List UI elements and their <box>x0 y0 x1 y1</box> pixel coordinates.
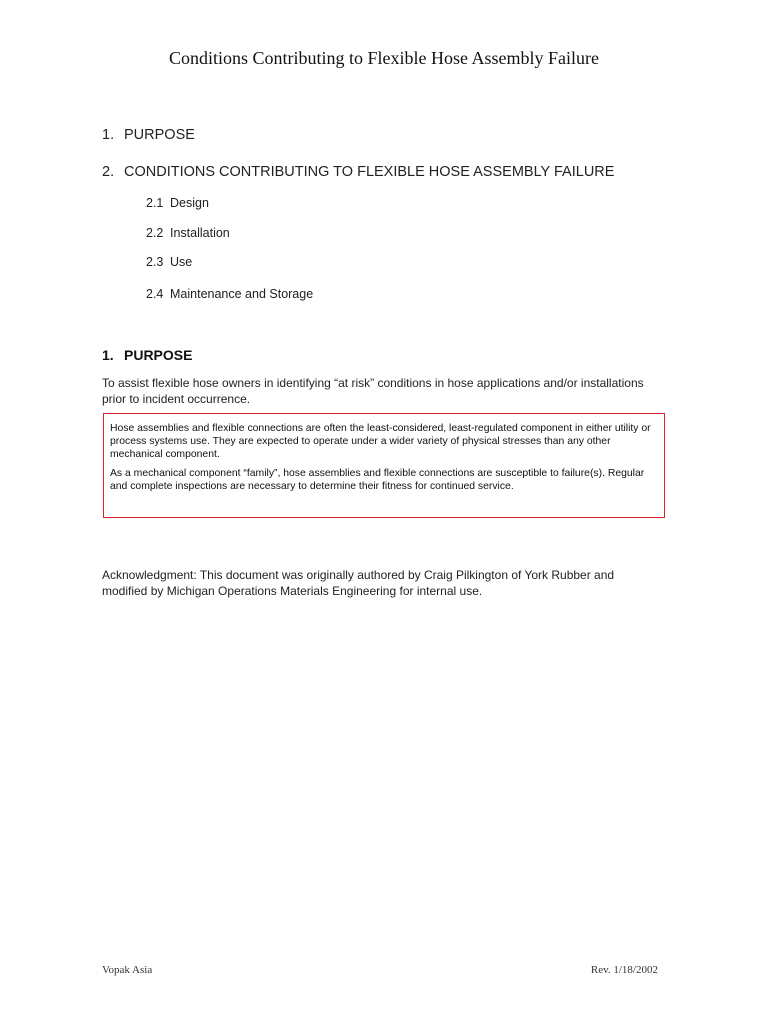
toc-subitem-number: 2.1 <box>146 196 164 210</box>
toc-item-conditions <box>102 164 614 180</box>
toc-subitem-label: Maintenance and Storage <box>170 287 314 301</box>
toc-item-number: 1. <box>102 127 115 143</box>
toc-item-label: PURPOSE <box>124 127 195 143</box>
section-number: 1. <box>102 347 114 363</box>
document-title: Conditions Contributing to Flexible Hose Assembly Failure <box>169 48 599 68</box>
toc-subitem-use <box>146 255 192 269</box>
toc-item-number: 2. <box>102 164 115 180</box>
acknowledgment-paragraph: Acknowledgment: This document was originally authored by Craig Pilkington of York Rubber and modified by Michigan Operations Materials Engineering for internal use. <box>102 568 615 598</box>
toc-item-label: CONDITIONS CONTRIBUTING TO FLEXIBLE HOSE ASSEMBLY FAILURE <box>124 164 615 180</box>
toc-subitem-design <box>146 196 209 210</box>
toc-item-purpose <box>102 127 195 143</box>
section-heading-purpose <box>102 347 192 363</box>
notice-paragraph: As a mechanical component “family”, hose assemblies and flexible connections are susceptible to failure(s). Regular and complete inspections are necessary to determine their fitness for continued service. <box>110 468 645 492</box>
section-heading-label: PURPOSE <box>124 347 193 363</box>
toc-subitem-maintenance <box>146 287 313 301</box>
toc-subitem-number: 2.4 <box>146 287 164 301</box>
purpose-paragraph: To assist flexible hose owners in identifying “at risk” conditions in hose applications and/or installations prior to incident occurrence. <box>102 376 644 406</box>
notice-box <box>103 413 665 518</box>
toc-subitem-installation <box>146 226 230 240</box>
footer-right: Rev. 1/18/2002 <box>590 964 658 976</box>
toc-subitem-number: 2.2 <box>146 226 164 240</box>
toc-subitem-label: Use <box>170 255 193 269</box>
toc-subitem-number: 2.3 <box>146 255 164 269</box>
toc-subitem-label: Installation <box>170 226 230 240</box>
notice-paragraph: Hose assemblies and flexible connections are often the least-considered, least-regulated component in either utility or process systems use. They are expected to operate under a wider variety of physical stresses than any other mechanical component. <box>110 423 651 460</box>
footer-left: Vopak Asia <box>102 964 153 976</box>
toc-subitem-label: Design <box>170 196 209 210</box>
